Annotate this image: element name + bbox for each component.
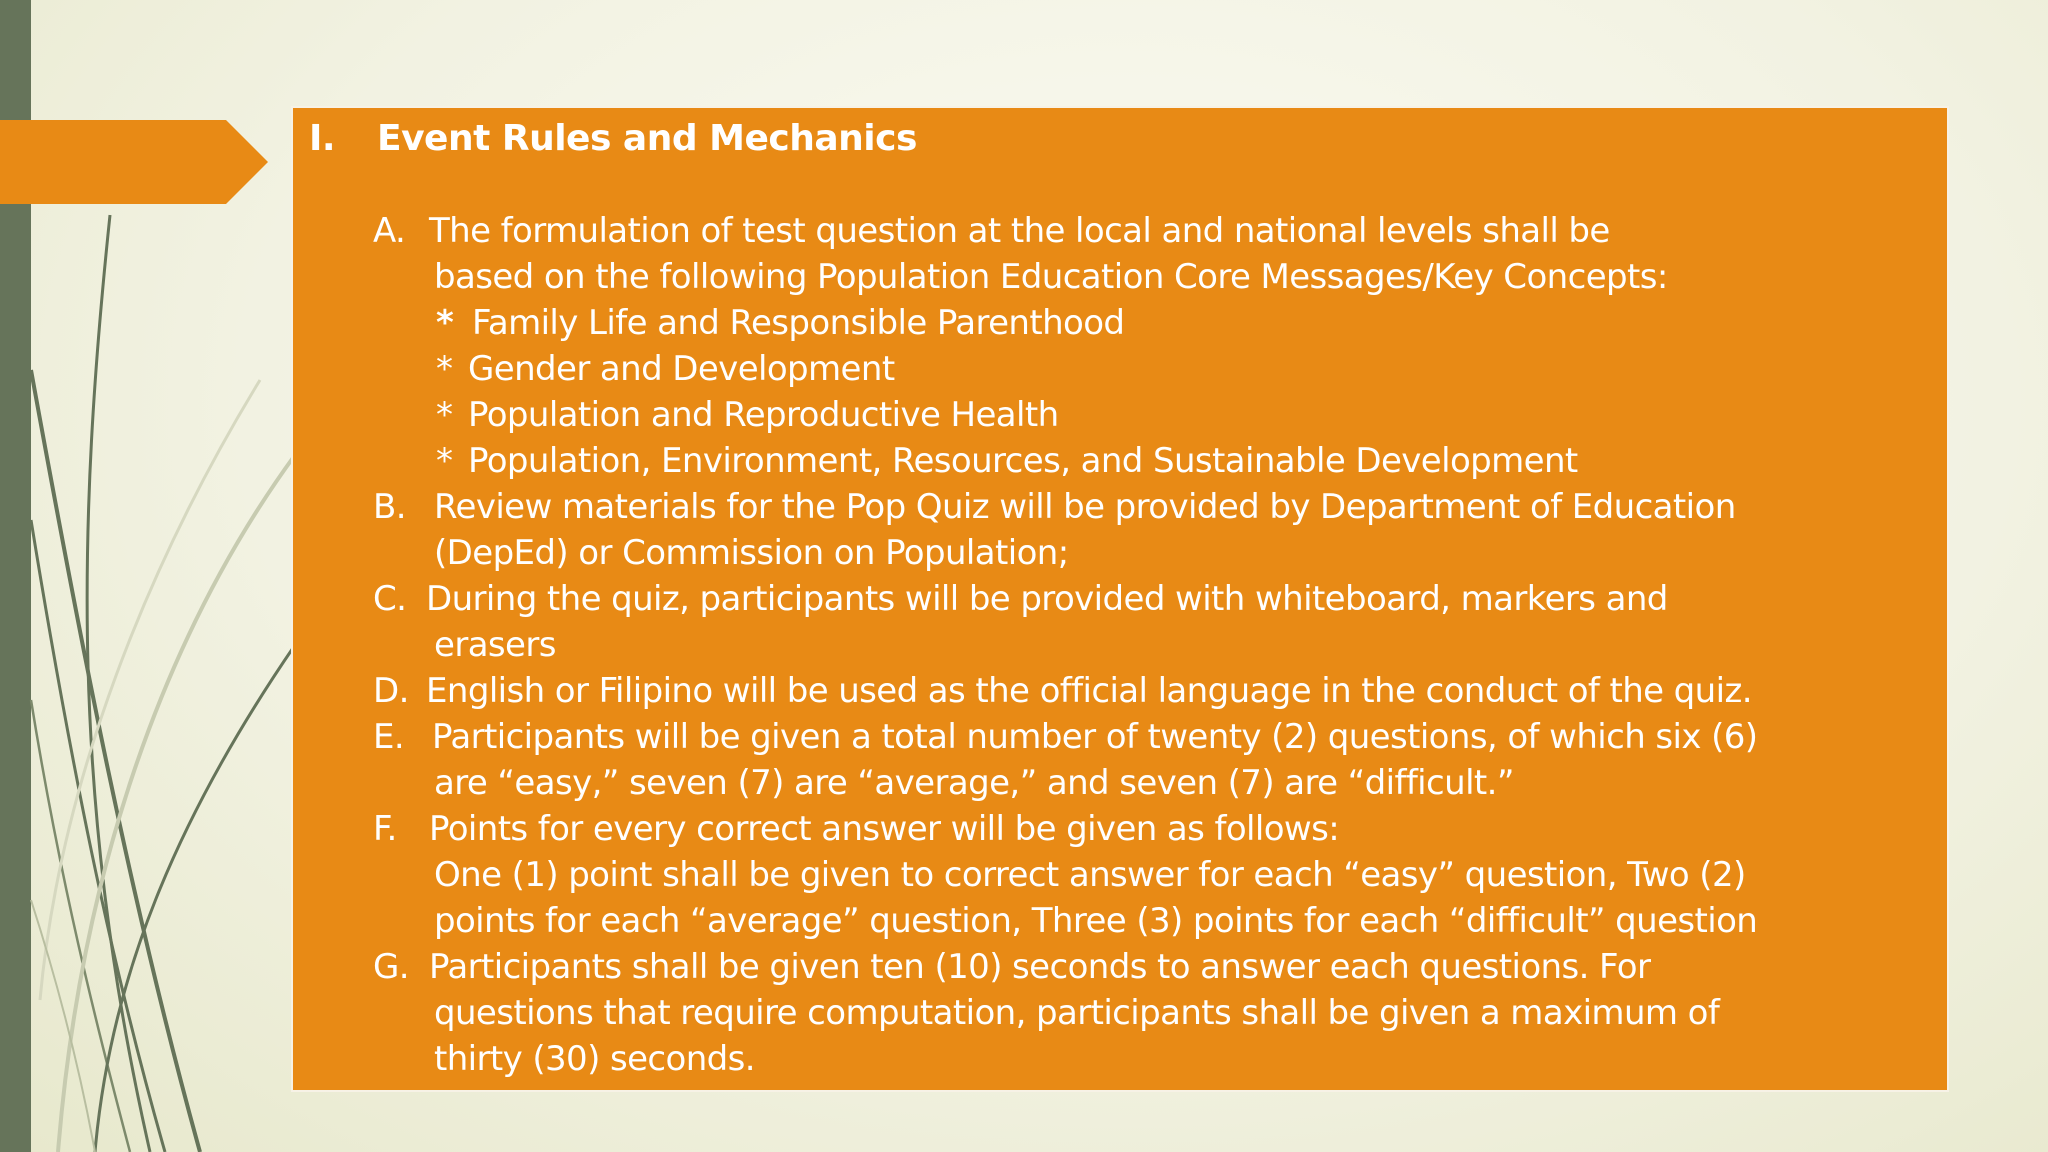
rule-a-line-1 (373, 208, 1610, 254)
bullet-mark: * (436, 395, 453, 435)
orange-arrow-decoration (0, 120, 268, 204)
rule-d-text-1: English or Filipino will be used as the official language in the conduct of the quiz. (426, 671, 1752, 711)
rule-a-bullet-1 (436, 300, 1124, 346)
rule-c-line-1 (373, 576, 1668, 622)
rule-b-line-1 (373, 484, 1736, 530)
rule-e-line-1 (373, 714, 1757, 760)
bullet-text: Family Life and Responsible Parenthood (472, 303, 1125, 343)
rule-a-text-1: The formulation of test question at the local and national levels shall be (429, 211, 1610, 251)
bullet-text: Gender and Development (468, 349, 895, 389)
rule-g-line-2: questions that require computation, participants shall be given a maximum of (434, 993, 1720, 1033)
rule-g-text-1: Participants shall be given ten (10) seconds to answer each questions. For (429, 947, 1651, 987)
rule-a-bullet-2 (436, 346, 895, 392)
rule-e-text-1: Participants will be given a total number of twenty (2) questions, of which six (6) (432, 717, 1758, 757)
bullet-mark: * (436, 441, 453, 481)
rule-c-text-1: During the quiz, participants will be provided with whiteboard, markers and (426, 579, 1668, 619)
rule-g-line-3: thirty (30) seconds. (434, 1039, 755, 1079)
rule-b-label: B. (373, 487, 406, 527)
bullet-mark: * (436, 349, 453, 389)
rule-b-text-1: Review materials for the Pop Quiz will be provided by Department of Education (434, 487, 1736, 527)
rule-f-label: F. (373, 809, 397, 849)
bullet-text: Population, Environment, Resources, and Sustainable Development (468, 441, 1578, 481)
rule-g-label: G. (373, 947, 409, 987)
rule-a-bullet-4 (436, 438, 1578, 484)
rule-d-line-1 (373, 668, 1752, 714)
rule-c-label: C. (373, 579, 407, 619)
heading-title: Event Rules and Mechanics (377, 118, 917, 159)
rule-f-line-2: One (1) point shall be given to correct answer for each “easy” question, Two (2) (434, 855, 1746, 895)
rule-c-line-2: erasers (434, 625, 556, 665)
rule-a-label: A. (373, 211, 406, 251)
bullet-mark: * (436, 303, 454, 343)
rule-f-text-1: Points for every correct answer will be given as follows: (429, 809, 1340, 849)
heading-number: I. (309, 118, 336, 159)
rule-e-label: E. (373, 717, 405, 757)
section-heading (309, 118, 917, 159)
rule-d-label: D. (373, 671, 409, 711)
rule-b-line-2: (DepEd) or Commission on Population; (434, 533, 1069, 573)
rule-g-line-1 (373, 944, 1650, 990)
content-panel (293, 108, 1947, 1090)
bullet-text: Population and Reproductive Health (468, 395, 1059, 435)
rule-f-line-3: points for each “average” question, Three (3) points for each “difficult” question (434, 901, 1758, 941)
rule-a-bullet-3 (436, 392, 1059, 438)
rule-e-line-2: are “easy,” seven (7) are “average,” and seven (7) are “difficult.” (434, 763, 1514, 803)
rule-f-line-1 (373, 806, 1339, 852)
rule-a-line-2: based on the following Population Education Core Messages/Key Concepts: (434, 257, 1668, 297)
